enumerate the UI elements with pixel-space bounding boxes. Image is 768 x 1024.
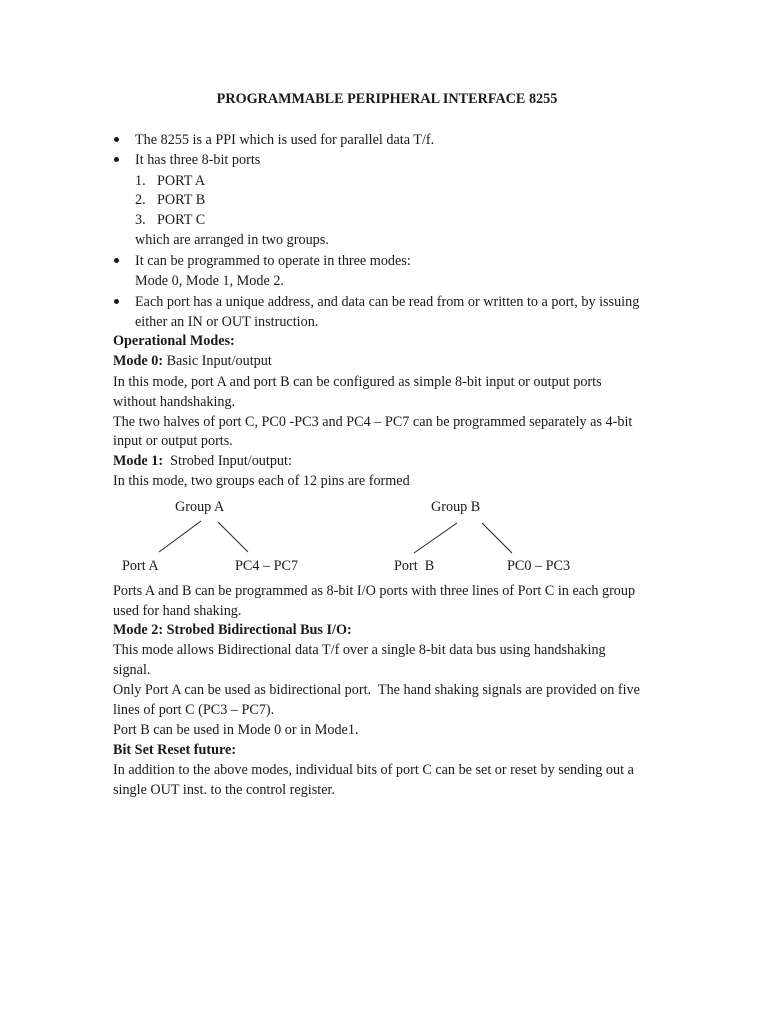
group-a-port-a: Port A bbox=[122, 558, 159, 574]
list-number: 3. bbox=[135, 212, 146, 228]
paragraph-line: In this mode, two groups each of 12 pins are formed bbox=[113, 473, 410, 489]
group-a-pc4-pc7: PC4 – PC7 bbox=[235, 558, 299, 574]
paragraph-line: Port B can be used in Mode 0 or in Mode1. bbox=[113, 722, 359, 738]
group-a-label: Group A bbox=[175, 499, 225, 515]
paragraph-line: single OUT inst. to the control register. bbox=[113, 782, 335, 798]
paragraph-line: The two halves of port C, PC0 -PC3 and PC4 – PC7 can be programmed separately as 4-bit bbox=[113, 414, 633, 430]
paragraph-line: signal. bbox=[113, 662, 151, 678]
mode1-label: Mode 1: bbox=[113, 453, 164, 469]
list-item: PORT A bbox=[157, 173, 206, 189]
connector-line bbox=[414, 523, 457, 553]
group-b-label: Group B bbox=[431, 499, 481, 515]
connector-line bbox=[482, 523, 512, 553]
mode1-title: Strobed Input/output: bbox=[163, 453, 292, 469]
paragraph-line: without handshaking. bbox=[113, 394, 236, 410]
mode2-heading: Mode 2: Strobed Bidirectional Bus I/O: bbox=[113, 622, 352, 638]
paragraph-line: Mode 0, Mode 1, Mode 2. bbox=[135, 273, 284, 289]
paragraph-line: Only Port A can be used as bidirectional port. The hand shaking signals are provided on five bbox=[113, 682, 640, 698]
group-b-port-b: Port B bbox=[394, 558, 435, 574]
paragraph-line: used for hand shaking. bbox=[113, 603, 242, 619]
bullet-item: It has three 8-bit ports bbox=[135, 152, 261, 168]
bullet-item: Each port has a unique address, and data can be read from or written to a port, by issuing bbox=[135, 294, 640, 310]
group-b-pc0-pc3: PC0 – PC3 bbox=[507, 558, 571, 574]
bullet-item: It can be programmed to operate in three modes: bbox=[135, 253, 411, 269]
paragraph-line: Ports A and B can be programmed as 8-bit I/O ports with three lines of Port C in each group bbox=[113, 583, 636, 599]
list-item: PORT B bbox=[157, 192, 206, 208]
connector-line bbox=[159, 521, 201, 552]
mode0-title: Basic Input/output bbox=[163, 353, 272, 369]
paragraph-line: lines of port C (PC3 – PC7). bbox=[113, 702, 275, 718]
paragraph-line: In addition to the above modes, individual bits of port C can be set or reset by sending out a bbox=[113, 762, 634, 778]
bsr-heading: Bit Set Reset future: bbox=[113, 742, 237, 758]
paragraph-line: In this mode, port A and port B can be configured as simple 8-bit input or output ports bbox=[113, 374, 602, 390]
list-number: 2. bbox=[135, 192, 146, 208]
paragraph-line: which are arranged in two groups. bbox=[135, 232, 329, 248]
mode0-label: Mode 0: bbox=[113, 353, 164, 369]
paragraph-line: either an IN or OUT instruction. bbox=[135, 314, 319, 330]
section-heading: Operational Modes: bbox=[113, 333, 235, 349]
connector-line bbox=[218, 522, 248, 552]
list-number: 1. bbox=[135, 173, 146, 189]
list-item: PORT C bbox=[157, 212, 206, 228]
paragraph-line: This mode allows Bidirectional data T/f over a single 8-bit data bus using handshaking bbox=[113, 642, 606, 658]
bullet-item: The 8255 is a PPI which is used for parallel data T/f. bbox=[135, 132, 435, 148]
document-title: PROGRAMMABLE PERIPHERAL INTERFACE 8255 bbox=[216, 91, 558, 107]
paragraph-line: input or output ports. bbox=[113, 433, 233, 449]
